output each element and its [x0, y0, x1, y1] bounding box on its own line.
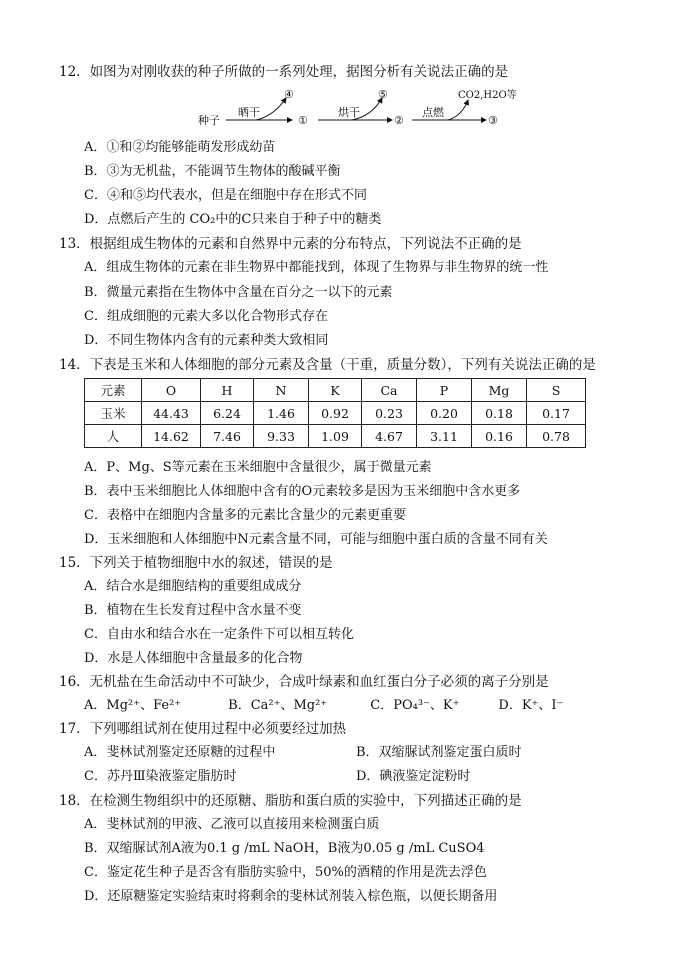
diagram-n3: ③: [488, 114, 498, 127]
table-cell: 玉米: [85, 402, 142, 425]
table-cell: 0.18: [472, 402, 527, 425]
table-cell: K: [309, 379, 362, 402]
q17-option-c: C．苏丹Ⅲ染液鉴定脂肪时: [84, 769, 237, 784]
q14-option-c: C．表格中在细胞内含量多的元素比含量少的元素更重要: [84, 508, 406, 523]
question-14-title: 14．下表是玉米和人体细胞的部分元素及含量（干重，质量分数），下列有关说法正确的是: [59, 357, 596, 373]
q18-option-d: D．还原糖鉴定实验结束时将剩余的斐林试剂装入棕色瓶，以便长期备用: [84, 889, 498, 904]
table-cell: 3.11: [417, 425, 472, 448]
element-content-table: [84, 378, 586, 448]
q14-option-a: A．P、Mg、S等元素在玉米细胞中含量很少，属于微量元素: [84, 460, 432, 475]
q12-option-c: C．④和⑤均代表水，但是在细胞中存在形式不同: [84, 188, 367, 203]
table-cell: 0.23: [362, 402, 417, 425]
branch-arrow-gas: [448, 100, 468, 120]
q16-option-d: D．K⁺、I⁻: [498, 698, 564, 713]
q15-option-c: C．自由水和结合水在一定条件下可以相互转化: [84, 627, 354, 642]
diagram-step3-label: 点燃: [422, 106, 444, 119]
question-16-title: 16．无机盐在生命活动中不可缺少，合成叶绿素和血红蛋白分子必须的离子分别是: [59, 674, 549, 690]
q16-option-c: C．PO₄³⁻、K⁺: [370, 698, 460, 713]
q16-options-row: [84, 696, 578, 716]
table-cell: 0.17: [527, 402, 586, 425]
table-cell: 元素: [85, 379, 142, 402]
q13-option-b: B．微量元素指在生物体中含量在百分之一以下的元素: [84, 285, 393, 300]
table-row: [85, 402, 586, 425]
q15-option-a: A．结合水是细胞结构的重要组成成分: [84, 579, 302, 594]
table-cell: 0.16: [472, 425, 527, 448]
q12-option-a: A．①和②均能够能萌发形成幼苗: [84, 140, 276, 155]
table-cell: 0.78: [527, 425, 586, 448]
question-12-title: 12．如图为对刚收获的种子所做的一系列处理，据图分析有关说法正确的是: [59, 64, 509, 80]
q14-option-b: B．表中玉米细胞比人体细胞中含有的O元素较多是因为玉米细胞中含水更多: [84, 484, 521, 499]
q18-option-a: A．斐林试剂的甲液、乙液可以直接用来检测蛋白质: [84, 817, 380, 832]
table-cell: H: [201, 379, 254, 402]
diagram-n1: ①: [298, 114, 308, 127]
q13-option-a: A．组成生物体的元素在非生物界中都能找到，体现了生物界与非生物界的统一性: [84, 260, 549, 275]
table-header-row: [85, 379, 586, 402]
q17-option-b: B．双缩脲试剂鉴定蛋白质时: [356, 745, 522, 760]
question-18-title: 18．在检测生物组织中的还原糖、脂肪和蛋白质的实验中，下列描述正确的是: [59, 793, 522, 809]
question-15-title: 15．下列关于植物细胞中水的叙述，错误的是: [59, 555, 333, 571]
table-row: [85, 425, 586, 448]
table-cell: 4.67: [362, 425, 417, 448]
table-cell: 7.46: [201, 425, 254, 448]
q16-option-b: B．Ca²⁺、Mg²⁺: [228, 698, 328, 713]
q13-option-c: C．组成细胞的元素大多以化合物形式存在: [84, 309, 328, 324]
q17-option-a: A．斐林试剂鉴定还原糖的过程中: [84, 745, 276, 760]
table-cell: 人: [85, 425, 142, 448]
diagram-step2-label: 烘干: [338, 106, 360, 119]
table-cell: P: [417, 379, 472, 402]
question-13-title: 13．根据组成生物体的元素和自然界中元素的分布特点，下列说法不正确的是: [59, 236, 522, 252]
q15-option-b: B．植物在生长发育过程中含水量不变: [84, 603, 302, 618]
table-cell: O: [142, 379, 201, 402]
diagram-n4: ④: [284, 88, 294, 101]
question-17-title: 17．下列哪组试剂在使用过程中必须要经过加热: [59, 721, 347, 737]
q12-option-d: D．点燃后产生的 CO₂中的C只来自于种子中的糖类: [84, 212, 382, 227]
table-cell: N: [254, 379, 309, 402]
seed-treatment-diagram: [196, 88, 536, 130]
q15-option-d: D．水是人体细胞中含量最多的化合物: [84, 651, 303, 666]
table-cell: 0.92: [309, 402, 362, 425]
table-cell: 1.46: [254, 402, 309, 425]
diagram-svg: [196, 88, 536, 130]
table-cell: 1.09: [309, 425, 362, 448]
q17-option-d: D．碘液鉴定淀粉时: [356, 769, 471, 784]
table-cell: S: [527, 379, 586, 402]
table-cell: 0.20: [417, 402, 472, 425]
q16-option-a: A．Mg²⁺、Fe²⁺: [84, 698, 182, 713]
table-cell: 6.24: [201, 402, 254, 425]
q14-option-d: D．玉米细胞和人体细胞中N元素含量不同，可能与细胞中蛋白质的含量不同有关: [84, 532, 548, 547]
diagram-step1-label: 晒干: [238, 106, 260, 119]
table-cell: 14.62: [142, 425, 201, 448]
table-cell: 9.33: [254, 425, 309, 448]
diagram-n5: ⑤: [378, 88, 388, 101]
table-cell: Ca: [362, 379, 417, 402]
table-cell: 44.43: [142, 402, 201, 425]
diagram-seed-label: 种子: [198, 114, 220, 127]
q13-option-d: D．不同生物体内含有的元素种类大致相同: [84, 333, 329, 348]
diagram-n2: ②: [394, 114, 404, 127]
table-cell: Mg: [472, 379, 527, 402]
q18-option-c: C．鉴定花生种子是否含有脂肪实验中，50%的酒精的作用是洗去浮色: [84, 865, 487, 880]
branch-arrow-4: [256, 98, 286, 120]
q12-option-b: B．③为无机盐，不能调节生物体的酸碱平衡: [84, 164, 341, 179]
diagram-gas-label: CO2,H2O等: [458, 90, 517, 101]
q18-option-b: B．双缩脲试剂A液为0.1 g /mL NaOH，B液为0.05 g /mL CuSO4: [84, 841, 485, 856]
